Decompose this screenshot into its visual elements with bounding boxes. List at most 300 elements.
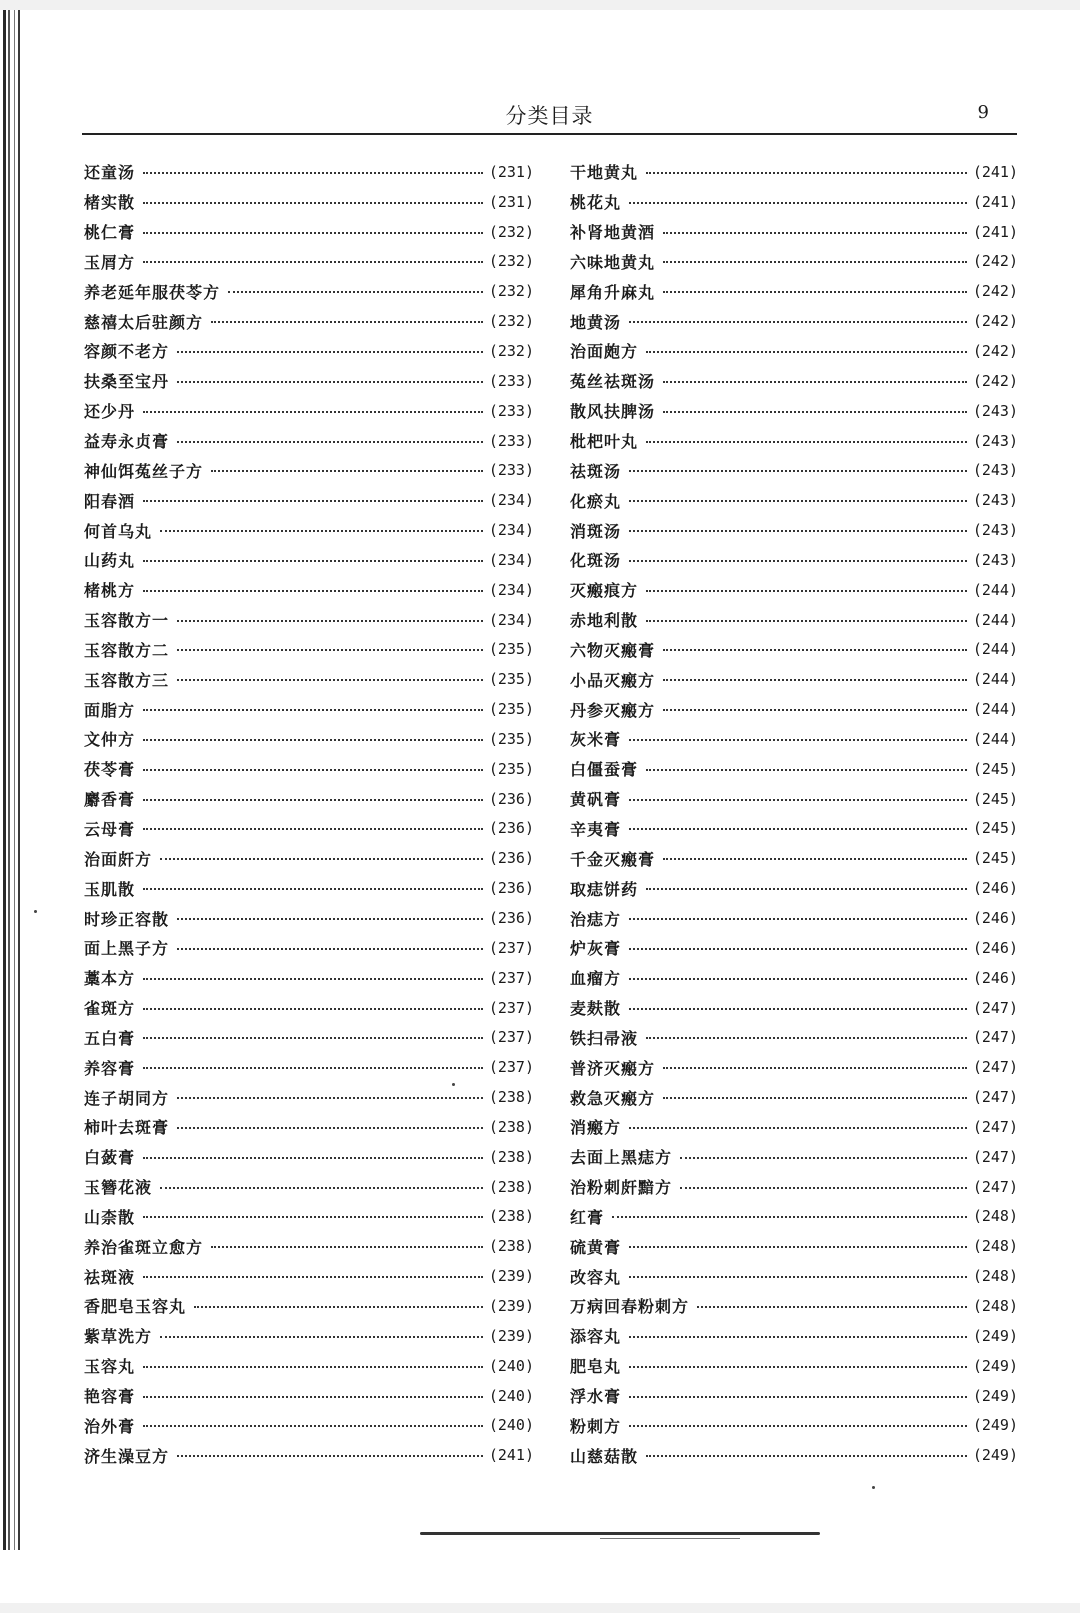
dot-leader — [646, 1455, 967, 1457]
toc-entry-page: (235) — [488, 759, 534, 778]
toc-entry-title: 益寿永贞膏 — [84, 432, 170, 452]
dot-leader — [143, 172, 483, 174]
dot-leader — [629, 948, 967, 950]
dot-leader — [143, 888, 483, 890]
toc-entry-page: (236) — [488, 879, 534, 898]
dot-leader — [646, 351, 967, 353]
dot-leader — [629, 918, 967, 920]
toc-entry-title: 祛斑汤 — [570, 461, 622, 481]
toc-entry-page: (232) — [488, 222, 534, 241]
toc-entry-page: (243) — [972, 431, 1018, 450]
toc-entry-page: (236) — [488, 909, 534, 928]
toc-entry-page: (240) — [488, 1416, 534, 1435]
toc-entry-title: 柿叶去斑膏 — [84, 1118, 170, 1138]
toc-entry — [570, 306, 1018, 336]
dot-leader — [663, 291, 967, 293]
dot-leader — [629, 1396, 967, 1398]
toc-entry-page: (242) — [972, 252, 1018, 271]
binding-line — [8, 10, 10, 1550]
toc-entry-title: 玉容散方二 — [84, 640, 170, 660]
dot-leader — [629, 560, 967, 562]
dot-leader — [646, 590, 967, 592]
dot-leader — [177, 1455, 483, 1457]
toc-entry — [84, 1231, 534, 1261]
toc-entry — [570, 1231, 1018, 1261]
binding-line — [14, 10, 15, 1550]
toc-entry-title: 地黄汤 — [570, 312, 622, 332]
dot-leader — [629, 799, 967, 801]
toc-entry-page: (244) — [972, 610, 1018, 629]
dot-leader — [194, 1306, 483, 1308]
toc-entry — [84, 396, 534, 426]
toc-entry-page: (245) — [972, 849, 1018, 868]
toc-entry-title: 粉刺方 — [570, 1416, 622, 1436]
toc-entry — [570, 694, 1018, 724]
dot-leader — [143, 1366, 483, 1368]
toc-entry-title: 慈禧太后驻颜方 — [84, 312, 204, 332]
toc-entry-page: (246) — [972, 909, 1018, 928]
toc-entry — [84, 1351, 534, 1381]
toc-entry-page: (246) — [972, 879, 1018, 898]
toc-entry-page: (234) — [488, 580, 534, 599]
toc-entry-title: 灭瘢痕方 — [570, 581, 639, 601]
dot-leader — [143, 202, 483, 204]
dot-leader — [697, 1306, 967, 1308]
toc-entry — [570, 515, 1018, 545]
toc-entry-title: 白蔹膏 — [84, 1148, 136, 1168]
toc-entry — [570, 873, 1018, 903]
dot-leader — [646, 769, 967, 771]
toc-entry — [84, 1291, 534, 1321]
dot-leader — [629, 1425, 967, 1427]
toc-entry-page: (238) — [488, 1117, 534, 1136]
dot-leader — [646, 620, 967, 622]
dot-leader — [143, 769, 483, 771]
dot-leader — [177, 679, 483, 681]
toc-entry-title: 浮水膏 — [570, 1387, 622, 1407]
toc-entry — [570, 485, 1018, 515]
scan-speck — [34, 910, 37, 913]
toc-entry — [84, 575, 534, 605]
toc-entry-title: 普济灭瘢方 — [570, 1058, 656, 1078]
dot-leader — [160, 1187, 483, 1189]
toc-entry-title: 血瘤方 — [570, 969, 622, 989]
toc-entry-title: 桃花丸 — [570, 193, 622, 213]
toc-entry-page: (241) — [972, 222, 1018, 241]
toc-entry — [570, 276, 1018, 306]
toc-entry-page: (238) — [488, 1207, 534, 1226]
toc-entry-page: (238) — [488, 1177, 534, 1196]
dot-leader — [143, 1037, 483, 1039]
toc-entry-page: (234) — [488, 610, 534, 629]
toc-entry-page: (243) — [972, 521, 1018, 540]
dot-leader — [646, 888, 967, 890]
toc-entry-page: (242) — [972, 341, 1018, 360]
toc-entry-page: (246) — [972, 938, 1018, 957]
toc-entry-page: (243) — [972, 550, 1018, 569]
toc-entry-title: 楮桃方 — [84, 581, 136, 601]
toc-entry — [84, 426, 534, 456]
toc-entry-page: (233) — [488, 461, 534, 480]
toc-entry-title: 山药丸 — [84, 551, 136, 571]
toc-entry — [570, 1202, 1018, 1232]
dot-leader — [629, 530, 967, 532]
toc-entry — [570, 366, 1018, 396]
toc-entry-title: 消瘢方 — [570, 1118, 622, 1138]
toc-entry-title: 取痣饼药 — [570, 879, 639, 899]
toc-entry-page: (242) — [972, 371, 1018, 390]
toc-entry-title: 楮实散 — [84, 193, 136, 213]
toc-entry-page: (231) — [488, 162, 534, 181]
toc-entry — [84, 963, 534, 993]
toc-entry — [570, 1052, 1018, 1082]
toc-entry-title: 菟丝祛斑汤 — [570, 372, 656, 392]
toc-entry — [84, 664, 534, 694]
dot-leader — [629, 1246, 967, 1248]
toc-entry — [84, 455, 534, 485]
toc-entry-page: (246) — [972, 968, 1018, 987]
dot-leader — [143, 232, 483, 234]
toc-entry-page: (244) — [972, 580, 1018, 599]
toc-entry-title: 玉容散方一 — [84, 611, 170, 631]
header-rule — [82, 133, 1017, 135]
toc-entry — [84, 157, 534, 187]
toc-entry-page: (240) — [488, 1356, 534, 1375]
dot-leader — [160, 1336, 483, 1338]
toc-entry — [570, 1022, 1018, 1052]
toc-entry-title: 玉肌散 — [84, 879, 136, 899]
toc-entry-title: 赤地利散 — [570, 611, 639, 631]
toc-entry-title: 何首乌丸 — [84, 521, 153, 541]
toc-entry — [84, 217, 534, 247]
toc-entry-title: 扶桑至宝丹 — [84, 372, 170, 392]
toc-entry-title: 肥皂丸 — [570, 1357, 622, 1377]
toc-entry — [84, 336, 534, 366]
toc-entry-page: (247) — [972, 1088, 1018, 1107]
toc-entry — [570, 426, 1018, 456]
dot-leader — [143, 1008, 483, 1010]
toc-entry — [84, 1321, 534, 1351]
toc-entry-title: 治面皰方 — [570, 342, 639, 362]
toc-entry — [84, 1172, 534, 1202]
dot-leader — [143, 739, 483, 741]
binding-line — [18, 10, 20, 1550]
toc-entry-page: (237) — [488, 968, 534, 987]
toc-entry — [570, 635, 1018, 665]
toc-entry-title: 玉容散方三 — [84, 670, 170, 690]
toc-entry-title: 玉簪花液 — [84, 1178, 153, 1198]
dot-leader — [143, 1276, 483, 1278]
toc-entry-page: (247) — [972, 1117, 1018, 1136]
dot-leader — [177, 381, 483, 383]
dot-leader — [680, 1157, 967, 1159]
toc-entry-title: 容颜不老方 — [84, 342, 170, 362]
toc-entry-title: 治面皯方 — [84, 849, 153, 869]
toc-entry-title: 艳容膏 — [84, 1387, 136, 1407]
toc-entry-title: 小品灭瘢方 — [570, 670, 656, 690]
toc-entry-title: 麝香膏 — [84, 790, 136, 810]
toc-entry-page: (240) — [488, 1386, 534, 1405]
toc-entry-page: (238) — [488, 1237, 534, 1256]
toc-entry-page: (236) — [488, 819, 534, 838]
dot-leader — [143, 828, 483, 830]
toc-entry — [84, 724, 534, 754]
dot-leader — [646, 172, 967, 174]
dot-leader — [143, 411, 483, 413]
toc-entry — [84, 247, 534, 277]
toc-entry-page: (248) — [972, 1296, 1018, 1315]
toc-entry-title: 灰米膏 — [570, 730, 622, 750]
toc-entry — [84, 1381, 534, 1411]
section-title: 分类目录 — [505, 104, 594, 128]
toc-entry-title: 文仲方 — [84, 730, 136, 750]
dot-leader — [143, 799, 483, 801]
dot-leader — [663, 411, 967, 413]
dot-leader — [177, 948, 483, 950]
dot-leader — [663, 709, 967, 711]
toc-entry — [84, 784, 534, 814]
toc-entry-page: (245) — [972, 819, 1018, 838]
toc-entry-page: (237) — [488, 938, 534, 957]
dot-leader — [177, 620, 483, 622]
toc-entry — [84, 485, 534, 515]
toc-entry — [84, 754, 534, 784]
toc-entry-page: (241) — [488, 1446, 534, 1465]
toc-entry — [84, 843, 534, 873]
toc-entry-page: (249) — [972, 1356, 1018, 1375]
toc-entry-page: (236) — [488, 849, 534, 868]
dot-leader — [629, 978, 967, 980]
toc-entry-page: (234) — [488, 521, 534, 540]
dot-leader — [646, 1037, 967, 1039]
toc-entry-title: 养治雀斑立愈方 — [84, 1237, 204, 1257]
toc-entry-page: (237) — [488, 1028, 534, 1047]
toc-entry — [570, 1291, 1018, 1321]
dot-leader — [177, 351, 483, 353]
toc-entry-page: (241) — [972, 162, 1018, 181]
page-number: 9 — [977, 102, 989, 123]
toc-entry-title: 养老延年服茯苓方 — [84, 282, 221, 302]
toc-entry-title: 麦麸散 — [570, 999, 622, 1019]
dot-leader — [228, 291, 483, 293]
toc-entry-page: (239) — [488, 1296, 534, 1315]
dot-leader — [143, 709, 483, 711]
toc-entry — [570, 247, 1018, 277]
toc-entry — [84, 1440, 534, 1470]
toc-entry-title: 山慈菇散 — [570, 1446, 639, 1466]
dot-leader — [143, 1157, 483, 1159]
dot-leader — [143, 261, 483, 263]
toc-entry-title: 白僵蚕膏 — [570, 760, 639, 780]
toc-entry — [570, 1142, 1018, 1172]
toc-entry-page: (231) — [488, 192, 534, 211]
dot-leader — [143, 978, 483, 980]
toc-entry — [570, 784, 1018, 814]
dot-leader — [663, 381, 967, 383]
scan-speck — [452, 1083, 455, 1086]
dot-leader — [629, 1127, 967, 1129]
scan-speck — [872, 1486, 875, 1489]
toc-entry — [84, 635, 534, 665]
toc-entry — [570, 843, 1018, 873]
toc-entry — [570, 903, 1018, 933]
dot-leader — [143, 1067, 483, 1069]
toc-entry-page: (235) — [488, 670, 534, 689]
toc-entry-title: 黄矾膏 — [570, 790, 622, 810]
page-header — [82, 98, 1017, 134]
toc-entry — [570, 933, 1018, 963]
dot-leader — [177, 649, 483, 651]
toc-entry-page: (233) — [488, 371, 534, 390]
dot-leader — [629, 500, 967, 502]
toc-entry-page: (243) — [972, 461, 1018, 480]
toc-entry-title: 济生澡豆方 — [84, 1446, 170, 1466]
toc-entry-title: 藁本方 — [84, 969, 136, 989]
toc-entry-title: 神仙饵菟丝子方 — [84, 461, 204, 481]
toc-entry-page: (233) — [488, 401, 534, 420]
toc-entry — [570, 724, 1018, 754]
toc-entry-title: 雀斑方 — [84, 999, 136, 1019]
toc-entry-page: (239) — [488, 1326, 534, 1345]
toc-entry — [570, 814, 1018, 844]
dot-leader — [177, 1127, 483, 1129]
toc-entry-title: 千金灭瘢膏 — [570, 849, 656, 869]
toc-entry — [570, 336, 1018, 366]
toc-entry — [84, 1112, 534, 1142]
toc-entry-title: 干地黄丸 — [570, 163, 639, 183]
toc-entry-page: (235) — [488, 729, 534, 748]
toc-entry-page: (247) — [972, 1177, 1018, 1196]
toc-entry-title: 六物灭瘢膏 — [570, 640, 656, 660]
toc-entry-title: 六味地黄丸 — [570, 252, 656, 272]
toc-entry-page: (243) — [972, 491, 1018, 510]
toc-entry — [84, 1022, 534, 1052]
dot-leader — [663, 1097, 967, 1099]
dot-leader — [663, 1067, 967, 1069]
toc-entry — [570, 1440, 1018, 1470]
dot-leader — [629, 321, 967, 323]
toc-entry — [84, 515, 534, 545]
toc-entry-page: (249) — [972, 1446, 1018, 1465]
toc-entry — [84, 1052, 534, 1082]
dot-leader — [680, 1187, 967, 1189]
book-binding-edge — [0, 10, 22, 1550]
toc-entry-page: (232) — [488, 312, 534, 331]
toc-entry-title: 治粉刺皯黯方 — [570, 1178, 673, 1198]
toc-entry-page: (238) — [488, 1147, 534, 1166]
dot-leader — [143, 500, 483, 502]
toc-entry-page: (237) — [488, 1058, 534, 1077]
toc-entry-page: (244) — [972, 700, 1018, 719]
toc-entry-page: (244) — [972, 670, 1018, 689]
toc-entry — [84, 306, 534, 336]
toc-entry — [570, 963, 1018, 993]
toc-entry-title: 桃仁膏 — [84, 223, 136, 243]
dot-leader — [629, 828, 967, 830]
toc-entry-title: 散风扶脾汤 — [570, 402, 656, 422]
toc-entry-title: 养容膏 — [84, 1058, 136, 1078]
toc-entry-title: 香肥皂玉容丸 — [84, 1297, 187, 1317]
toc-entry — [570, 1381, 1018, 1411]
toc-entry-title: 治痣方 — [570, 909, 622, 929]
toc-entry-page: (235) — [488, 640, 534, 659]
toc-entry — [570, 396, 1018, 426]
toc-entry-title: 犀角升麻丸 — [570, 282, 656, 302]
toc-entry — [570, 1082, 1018, 1112]
toc-entry-page: (238) — [488, 1088, 534, 1107]
toc-entry-title: 硫黄膏 — [570, 1237, 622, 1257]
toc-entry-title: 玉屑方 — [84, 252, 136, 272]
toc-entry — [570, 1261, 1018, 1291]
dot-leader — [629, 470, 967, 472]
footer-smudge — [600, 1538, 740, 1539]
dot-leader — [663, 649, 967, 651]
dot-leader — [160, 530, 483, 532]
toc-entry-page: (232) — [488, 341, 534, 360]
dot-leader — [143, 590, 483, 592]
toc-entry-page: (248) — [972, 1207, 1018, 1226]
toc-entry-page: (237) — [488, 998, 534, 1017]
toc-entry — [84, 187, 534, 217]
toc-entry — [570, 1172, 1018, 1202]
toc-entry-page: (242) — [972, 312, 1018, 331]
toc-entry-title: 紫草洗方 — [84, 1327, 153, 1347]
bottom-margin-bar — [0, 1603, 1080, 1613]
toc-entry — [84, 276, 534, 306]
toc-entry-page: (234) — [488, 550, 534, 569]
dot-leader — [629, 202, 967, 204]
dot-leader — [143, 1396, 483, 1398]
toc-entry-title: 红膏 — [570, 1207, 605, 1227]
toc-entry-page: (232) — [488, 282, 534, 301]
dot-leader — [663, 232, 967, 234]
dot-leader — [646, 441, 967, 443]
dot-leader — [629, 1008, 967, 1010]
toc-entry-title: 山柰散 — [84, 1207, 136, 1227]
toc-entry — [570, 1112, 1018, 1142]
toc-entry — [570, 754, 1018, 784]
toc-entry — [570, 545, 1018, 575]
toc-entry-title: 枇杷叶丸 — [570, 432, 639, 452]
dot-leader — [663, 261, 967, 263]
toc-entry-title: 化斑汤 — [570, 551, 622, 571]
toc-entry — [570, 664, 1018, 694]
toc-entry-title: 玉容丸 — [84, 1357, 136, 1377]
binding-line — [3, 10, 6, 1550]
toc-entry-page: (247) — [972, 1147, 1018, 1166]
toc-entry-page: (232) — [488, 252, 534, 271]
toc-column-right — [570, 157, 1018, 1470]
toc-entry — [570, 157, 1018, 187]
toc-entry-page: (249) — [972, 1326, 1018, 1345]
dot-leader — [160, 858, 483, 860]
toc-entry — [84, 873, 534, 903]
toc-entry — [570, 455, 1018, 485]
dot-leader — [629, 1366, 967, 1368]
footer-smudge — [420, 1532, 820, 1535]
toc-entry-page: (247) — [972, 1058, 1018, 1077]
toc-entry — [570, 187, 1018, 217]
dot-leader — [177, 1097, 483, 1099]
dot-leader — [177, 918, 483, 920]
toc-entry — [84, 605, 534, 635]
toc-entry-page: (245) — [972, 789, 1018, 808]
toc-entry — [84, 903, 534, 933]
toc-entry-page: (247) — [972, 1028, 1018, 1047]
toc-entry — [84, 1261, 534, 1291]
toc-entry-page: (249) — [972, 1386, 1018, 1405]
toc-entry — [84, 1082, 534, 1112]
